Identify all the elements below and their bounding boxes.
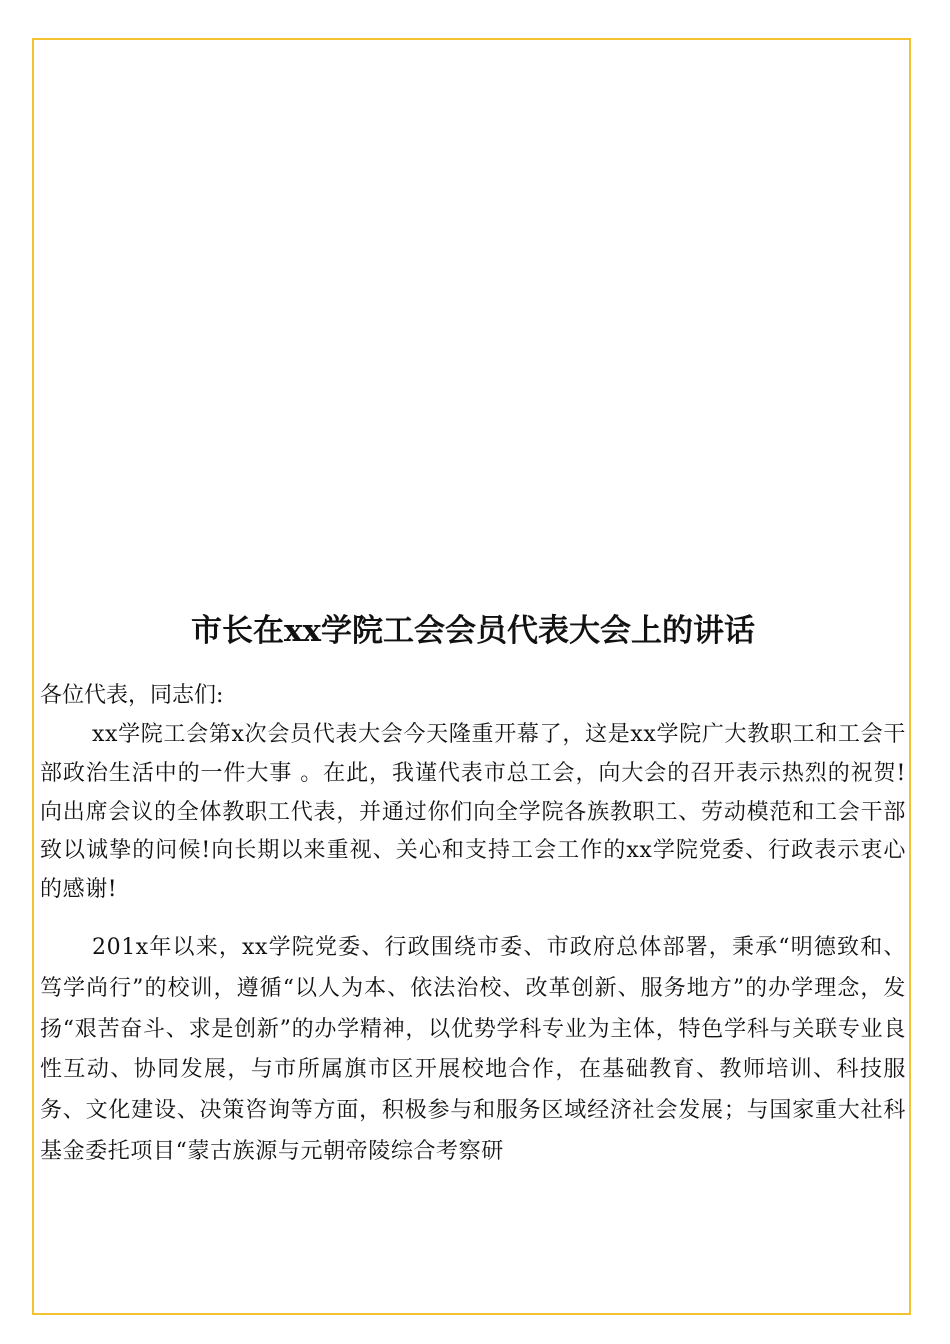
document-title: 市长在xx学院工会会员代表大会上的讲话	[191, 612, 755, 649]
paragraph: xx学院工会第x次会员代表大会今天隆重开幕了，这是xx学院广大教职工和工会干部政治生活中的一件大事 。在此，我谨代表市总工会，向大会的召开表示热烈的祝贺!向出席会议的全体教职工代表，并通过你们向全学院各族教职工、劳动模范和工会干部致以诚挚的问候!向长期以来重视、关心和支持工会工作的xx学院党委、行政表示衷心的感谢!	[40, 722, 906, 903]
salutation: 各位代表，同志们:	[40, 683, 224, 708]
document-body	[40, 676, 906, 1173]
paragraph: 201x年以来，xx学院党委、行政围绕市委、市政府总体部署，秉承“明德致和、笃学尚行”的校训，遵循“以人为本、依法治校、改革创新、服务地方”的办学理念，发扬“艰苦奋斗、求是创新”的办学精神，以优势学科专业为主体，特色学科与关联专业良性互动、协同发展，与市所属旗市区开展校地合作，在基础教育、教师培训、科技服务、文化建设、决策咨询等方面，积极参与和服务区域经济社会发展；与国家重大社科基金委托项目“蒙古族源与元朝帝陵综合考察研	[40, 934, 906, 1164]
